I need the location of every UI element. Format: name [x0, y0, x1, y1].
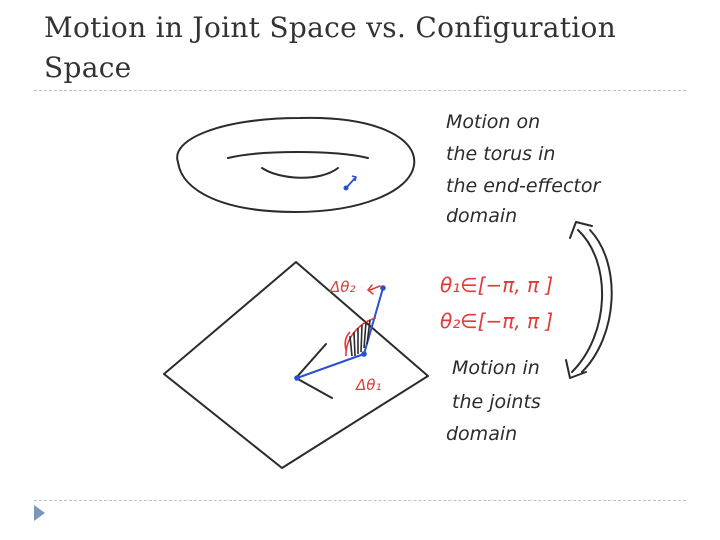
joints-note-line-2: the joints [452, 391, 541, 413]
joints-note-line-1: Motion in [452, 357, 540, 379]
torus-note-line-1: Motion on [446, 111, 541, 133]
joints-note [446, 357, 541, 445]
torus-motion-arrow [344, 176, 357, 191]
torus-note-line-2: the torus in [446, 143, 556, 165]
joint-plane-sketch [164, 262, 428, 468]
delta-theta2-label: Δθ₂ [330, 278, 356, 296]
torus-note [446, 111, 601, 227]
torus-inner-bottom [262, 168, 338, 178]
torus-note-line-4: domain [446, 205, 518, 227]
double-arrow-curve-icon [566, 222, 612, 378]
torus-inner-top [228, 152, 368, 158]
theta2-range: θ₂∈[−π, π ] [440, 309, 554, 333]
torus-sketch [177, 118, 414, 212]
joints-note-line-3: domain [446, 423, 518, 445]
title-line-1: Motion in Joint Space vs. Configuration [44, 11, 617, 44]
torus-outline [177, 118, 414, 212]
title-line-2: Space [44, 51, 132, 84]
torus-note-line-3: the end-effector [446, 175, 601, 197]
theta1-range: θ₁∈[−π, π ] [440, 273, 554, 297]
hatched-sector [345, 318, 376, 356]
delta-theta1-label: Δθ₁ [356, 376, 382, 394]
triangle-right-icon [34, 505, 45, 521]
plane-outline [164, 262, 428, 468]
footer-divider [34, 500, 686, 501]
